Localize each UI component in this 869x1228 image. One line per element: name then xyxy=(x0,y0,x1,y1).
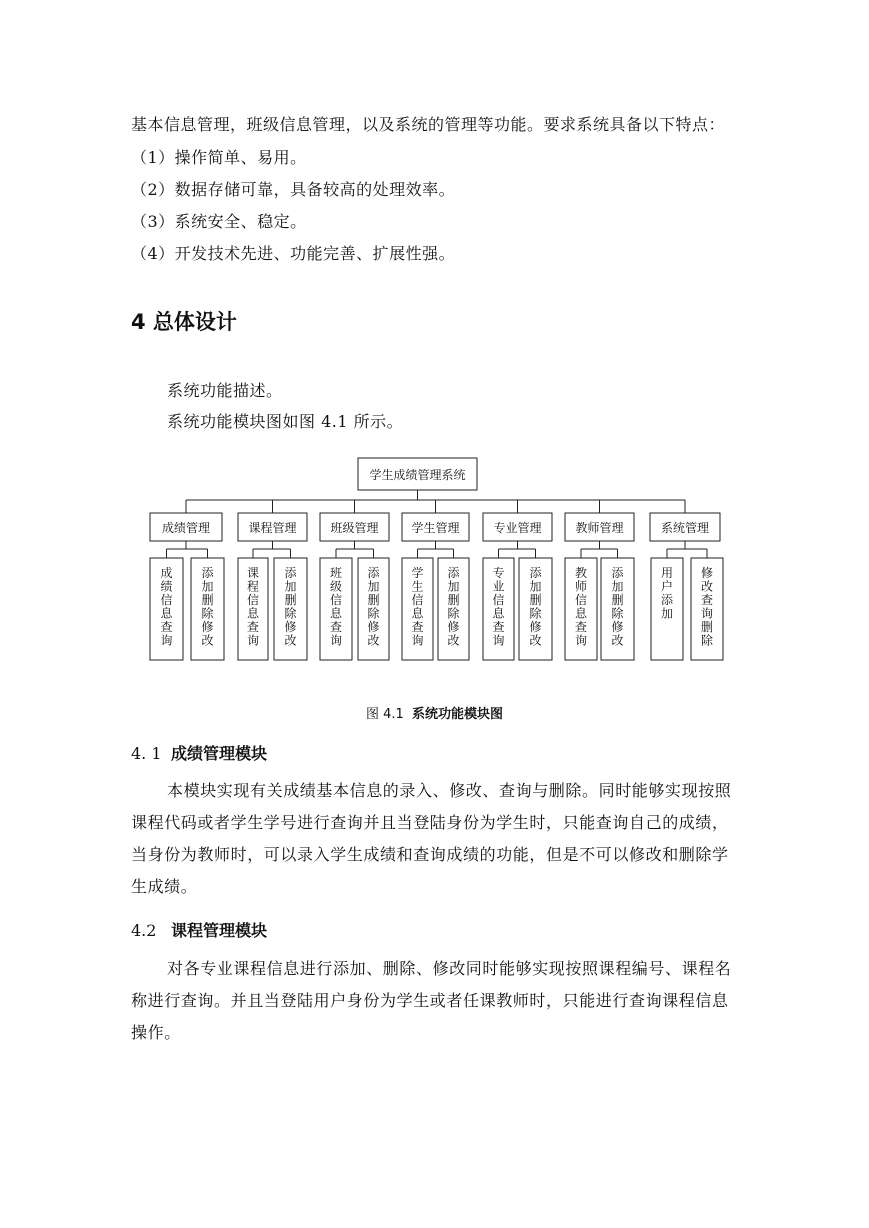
leaf-node-char: 删 xyxy=(201,593,214,607)
leaf-node-char: 删 xyxy=(700,620,714,634)
leaf-node-char: 息 xyxy=(160,606,173,621)
leaf-node-char: 询 xyxy=(492,633,505,648)
leaf-node-char: 加 xyxy=(284,579,297,594)
leaf-node-char: 改 xyxy=(447,633,460,648)
leaf-node-char: 添 xyxy=(611,566,624,580)
leaf-node-char: 除 xyxy=(367,606,380,621)
leaf-node-char: 加 xyxy=(660,606,674,621)
leaf-node-char: 除 xyxy=(700,633,714,648)
subsection-title: 成绩管理模块 xyxy=(171,744,268,763)
feature-item: （2）数据存储可靠，具备较高的处理效率。 xyxy=(131,180,456,199)
leaf-node-char: 修 xyxy=(367,620,380,634)
leaf-node-char: 查 xyxy=(411,620,424,634)
leaf-node-char: 绩 xyxy=(160,579,173,594)
leaf-node-char: 信 xyxy=(246,593,260,607)
leaf-node-char: 改 xyxy=(367,633,380,648)
leaf-node-char: 修 xyxy=(700,566,714,580)
subsection-number: 4.2 xyxy=(131,921,157,940)
leaf-node-char: 删 xyxy=(284,593,297,607)
leaf-node-char: 除 xyxy=(529,606,542,621)
leaf-node-char: 添 xyxy=(447,566,460,580)
leaf-node-char: 生 xyxy=(411,579,424,594)
feature-item: （1）操作简单、易用。 xyxy=(131,148,307,167)
module-node-label: 课程管理 xyxy=(248,521,297,535)
leaf-node-char: 改 xyxy=(201,633,214,648)
leaf-node-char: 学 xyxy=(411,566,424,580)
leaf-node-char: 除 xyxy=(447,606,460,621)
leaf-node-char: 信 xyxy=(411,593,424,607)
leaf-node-char: 息 xyxy=(246,606,260,621)
subsection-heading xyxy=(131,741,267,764)
leaf-node-char: 息 xyxy=(492,606,505,621)
leaf-node-char: 修 xyxy=(201,620,214,634)
leaf-node-char: 户 xyxy=(660,579,674,594)
leaf-node-char: 加 xyxy=(201,579,214,594)
leaf-node-char: 课 xyxy=(246,566,260,580)
leaf-node-char: 删 xyxy=(529,593,542,607)
leaf-node-char: 删 xyxy=(611,593,624,607)
leaf-node-char: 加 xyxy=(529,579,542,594)
leaf-node-char: 查 xyxy=(574,620,588,634)
leaf-node-char: 询 xyxy=(411,633,424,648)
leaf-node-char: 查 xyxy=(492,620,505,634)
feature-item: （3）系统安全、稳定。 xyxy=(131,212,307,231)
leaf-node-char: 改 xyxy=(611,633,624,648)
intro-line: 基本信息管理，班级信息管理，以及系统的管理等功能。要求系统具备以下特点： xyxy=(131,115,726,134)
leaf-node-char: 询 xyxy=(700,606,714,621)
subsection-heading xyxy=(131,918,267,941)
leaf-node-char: 息 xyxy=(411,606,424,621)
leaf-node-char: 息 xyxy=(329,606,343,621)
root-node-label: 学生成绩管理系统 xyxy=(369,468,466,482)
leaf-node-char: 询 xyxy=(160,633,173,648)
leaf-node-char: 除 xyxy=(611,606,624,621)
leaf-node-char: 询 xyxy=(246,633,260,648)
subsection-title: 课程管理模块 xyxy=(171,921,268,940)
leaf-node-char: 查 xyxy=(329,620,343,634)
leaf-node-char: 加 xyxy=(367,579,380,594)
leaf-node-char: 信 xyxy=(160,593,173,607)
leaf-node-char: 修 xyxy=(447,620,460,634)
leaf-node-char: 改 xyxy=(529,633,542,648)
module-node-label: 班级管理 xyxy=(330,521,379,535)
section-desc: 系统功能描述。 xyxy=(167,381,283,400)
leaf-node-char: 息 xyxy=(574,606,588,621)
leaf-node-char: 班 xyxy=(329,566,343,580)
leaf-node-char: 查 xyxy=(700,593,714,607)
leaf-node-char: 添 xyxy=(660,593,674,607)
leaf-node-char: 级 xyxy=(329,579,343,594)
leaf-node-char: 改 xyxy=(284,633,297,648)
caption-title: 系统功能模块图 xyxy=(412,707,504,722)
leaf-node-char: 师 xyxy=(574,579,588,594)
module-node-label: 系统管理 xyxy=(660,521,710,535)
leaf-node-char: 加 xyxy=(447,579,460,594)
figure-caption xyxy=(0,703,869,722)
leaf-node-char: 添 xyxy=(529,566,542,580)
leaf-node-char: 除 xyxy=(201,606,214,621)
paragraph: 对各专业课程信息进行添加、删除、修改同时能够实现按照课程编号、课程名称进行查询。并且当登陆用户身份为学生或者任课教师时，只能进行查询课程信息操作。 xyxy=(131,959,732,1042)
leaf-node-char: 教 xyxy=(574,566,588,580)
leaf-node-char: 加 xyxy=(611,579,624,594)
leaf-node-char: 询 xyxy=(574,633,588,648)
leaf-node-char: 信 xyxy=(574,593,588,607)
leaf-node-char: 修 xyxy=(611,620,624,634)
caption-number: 图 4.1 xyxy=(365,707,404,722)
leaf-node-char: 查 xyxy=(160,620,173,634)
leaf-node-char: 修 xyxy=(284,620,297,634)
module-node-label: 教师管理 xyxy=(575,521,624,535)
module-node-label: 专业管理 xyxy=(493,521,542,535)
subsection-number: 4. 1 xyxy=(131,744,162,763)
leaf-node-char: 询 xyxy=(329,633,343,648)
leaf-node-char: 删 xyxy=(367,593,380,607)
section-heading: 4 总体设计 xyxy=(131,310,237,334)
leaf-node-char: 信 xyxy=(492,593,505,607)
leaf-node-char: 专 xyxy=(492,566,505,580)
leaf-node-char: 修 xyxy=(529,620,542,634)
leaf-node-char: 除 xyxy=(284,606,297,621)
paragraph: 本模块实现有关成绩基本信息的录入、修改、查询与删除。同时能够实现按照课程代码或者学生学号进行查询并且当登陆身份为学生时，只能查询自己的成绩，当身份为教师时，可以录入学生成绩和查询成绩的功能，但是不可以修改和删除学生成绩。 xyxy=(131,781,732,896)
leaf-node-char: 业 xyxy=(492,579,505,594)
leaf-node-char: 成 xyxy=(160,566,173,580)
leaf-node-char: 查 xyxy=(246,620,260,634)
section-desc: 系统功能模块图如图 4.1 所示。 xyxy=(167,412,404,431)
leaf-node-char: 添 xyxy=(284,566,297,580)
module-node-label: 成绩管理 xyxy=(161,521,211,535)
module-node-label: 学生管理 xyxy=(411,521,460,535)
leaf-node-char: 改 xyxy=(700,579,714,594)
leaf-node-char: 信 xyxy=(329,593,343,607)
feature-item: （4）开发技术先进、功能完善、扩展性强。 xyxy=(131,244,456,263)
leaf-node-char: 用 xyxy=(660,566,674,580)
leaf-node-char: 添 xyxy=(201,566,214,580)
leaf-node-char: 添 xyxy=(367,566,380,580)
leaf-node-char: 删 xyxy=(447,593,460,607)
leaf-node-char: 程 xyxy=(246,579,260,594)
